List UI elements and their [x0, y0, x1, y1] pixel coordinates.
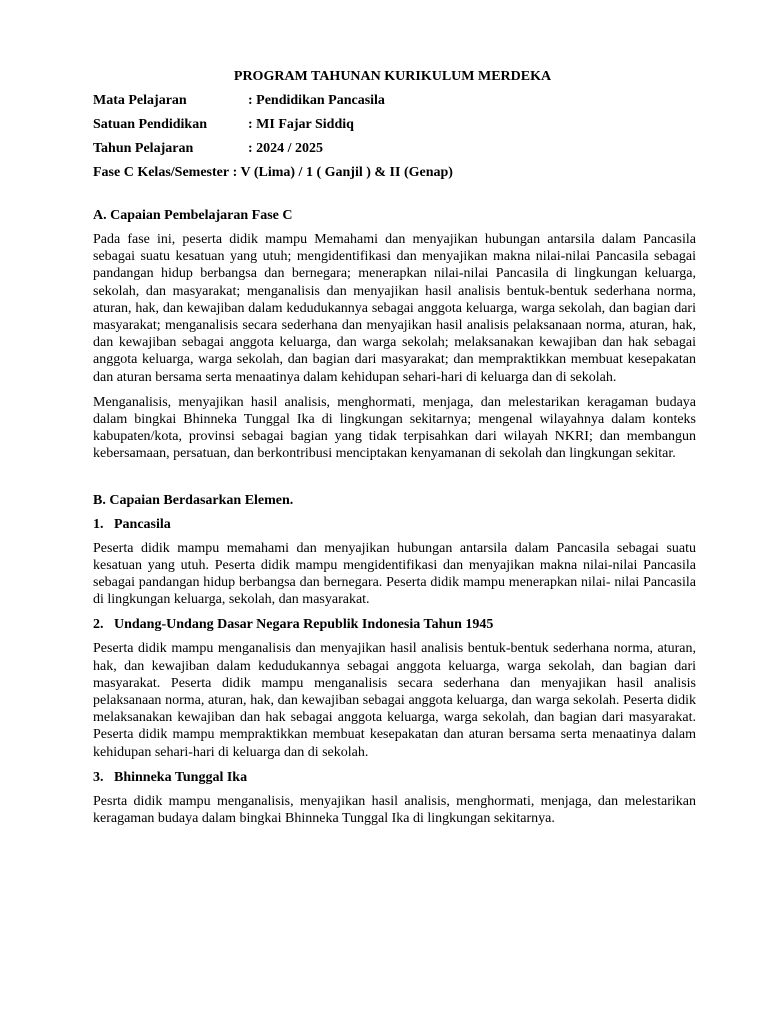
- section-a-paragraph: Menganalisis, menyajikan hasil analisis, menghormati, menjaga, dan melestarikan keragaman budaya dalam bingkai Bhinneka Tunggal Ika di lingkungan sekitarnya; mengenal wilayahnya dalam konteks kabupaten/kota, provinsi sebagai bagian yang tidak terpisahkan dari wilayah NKRI; dan membangun kebersamaan, persatuan, dan berkontribusi menciptakan kenyamanan di sekolah dan lingkungan sekitar.: [93, 394, 696, 462]
- meta-row-year: [93, 140, 696, 158]
- element-number: 1.: [93, 516, 104, 532]
- element-heading-uud-1945: [93, 616, 696, 634]
- document-title: PROGRAM TAHUNAN KURIKULUM MERDEKA: [233, 69, 552, 84]
- meta-row-school: [93, 116, 696, 134]
- meta-value: [229, 164, 696, 182]
- element-title: Undang-Undang Dasar Negara Republik Indonesia Tahun 1945: [114, 617, 494, 633]
- meta-row-subject: [93, 92, 696, 110]
- meta-row-phase: [93, 164, 696, 182]
- element-heading-pancasila: [93, 516, 696, 534]
- meta-label: Satuan Pendidikan: [93, 117, 207, 132]
- element-paragraph: Peserta didik mampu menganalisis dan menyajikan hasil analisis bentuk-bentuk sederhana norma, aturan, hak, dan kewajiban dalam kedudukannya sebagai anggota keluarga, warga sekolah, dan bagian dari masyarakat. Peserta didik mampu menganalisis secara sederhana dan menyajikan hasil analisis pelaksanaan norma, aturan, hak, dan kewajiban sebagai anggota keluarga, dan warga sekolah. Peserta didik melaksanakan kewajiban dan hak sebagai anggota keluarga, warga sekolah, dan bagian dari masyarakat. Peserta didik mampu mempraktikkan membuat kesepakatan dan aturan bersama serta menaatinya dalam kehidupan sehari-hari di keluarga dan di sekolah.: [93, 641, 696, 760]
- element-title: Bhinneka Tunggal Ika: [114, 769, 248, 785]
- element-title: Pancasila: [114, 516, 171, 532]
- meta-label: Fase C Kelas/Semester: [93, 165, 230, 180]
- meta-value: : 2024 / 2025: [248, 141, 324, 156]
- element-number: 3.: [93, 769, 104, 785]
- meta-value-text: : V (Lima) / 1 ( Ganjil ) & II (Genap): [232, 165, 453, 180]
- element-heading-bhinneka: [93, 769, 696, 787]
- meta-label: Tahun Pelajaran: [93, 141, 194, 156]
- section-a-heading: A. Capaian Pembelajaran Fase C: [93, 208, 293, 223]
- element-paragraph: Pesrta didik mampu menganalisis, menyajikan hasil analisis, menghormati, menjaga, dan melestarikan keragaman budaya dalam bingkai Bhinneka Tunggal Ika di lingkungan sekitarnya.: [93, 793, 696, 827]
- meta-label: Mata Pelajaran: [93, 93, 187, 108]
- section-b-heading: B. Capaian Berdasarkan Elemen.: [93, 492, 294, 508]
- element-number: 2.: [93, 617, 104, 633]
- meta-value: : Pendidikan Pancasila: [248, 93, 385, 108]
- meta-value: : MI Fajar Siddiq: [248, 117, 354, 132]
- element-paragraph: Peserta didik mampu memahami dan menyajikan hubungan antarsila dalam Pancasila sebagai suatu kesatuan yang utuh. Peserta didik mampu mengidentifikasi dan menyajikan makna nilai-nilai Pancasila sebagai pandangan hidup berbangsa dan bernegara. Peserta didik mampu menerapkan nilai- nilai Pancasila di lingkungan keluarga, sekolah, dan masyarakat.: [93, 540, 696, 608]
- section-a-paragraph: Pada fase ini, peserta didik mampu Memahami dan menyajikan hubungan antarsila dalam Pancasila sebagai suatu kesatuan yang utuh; mengidentifikasi dan menyajikan makna nilai-nilai Pancasila sebagai pandangan hidup berbangsa dan bernegara; menerapkan nilai-nilai Pancasila di lingkungan keluarga, sekolah, dan masyarakat; menganalisis dan menyajikan hasil analisis bentuk-bentuk sederhana norma, aturan, hak, dan kewajiban dalam kedudukannya sebagai anggota keluarga, warga sekolah, dan bagian dari masyarakat; menganalisis secara sederhana dan menyajikan hasil analisis pelaksanaan norma, aturan, hak, dan kewajiban sebagai anggota keluarga, dan warga sekolah; melaksanakan kewajiban dan hak sebagai anggota keluarga, warga sekolah, dan bagian dari masyarakat; dan mempraktikkan membuat kesepakatan dan aturan bersama serta menaatinya dalam kehidupan sehari-hari di keluarga dan di sekolah.: [93, 232, 696, 385]
